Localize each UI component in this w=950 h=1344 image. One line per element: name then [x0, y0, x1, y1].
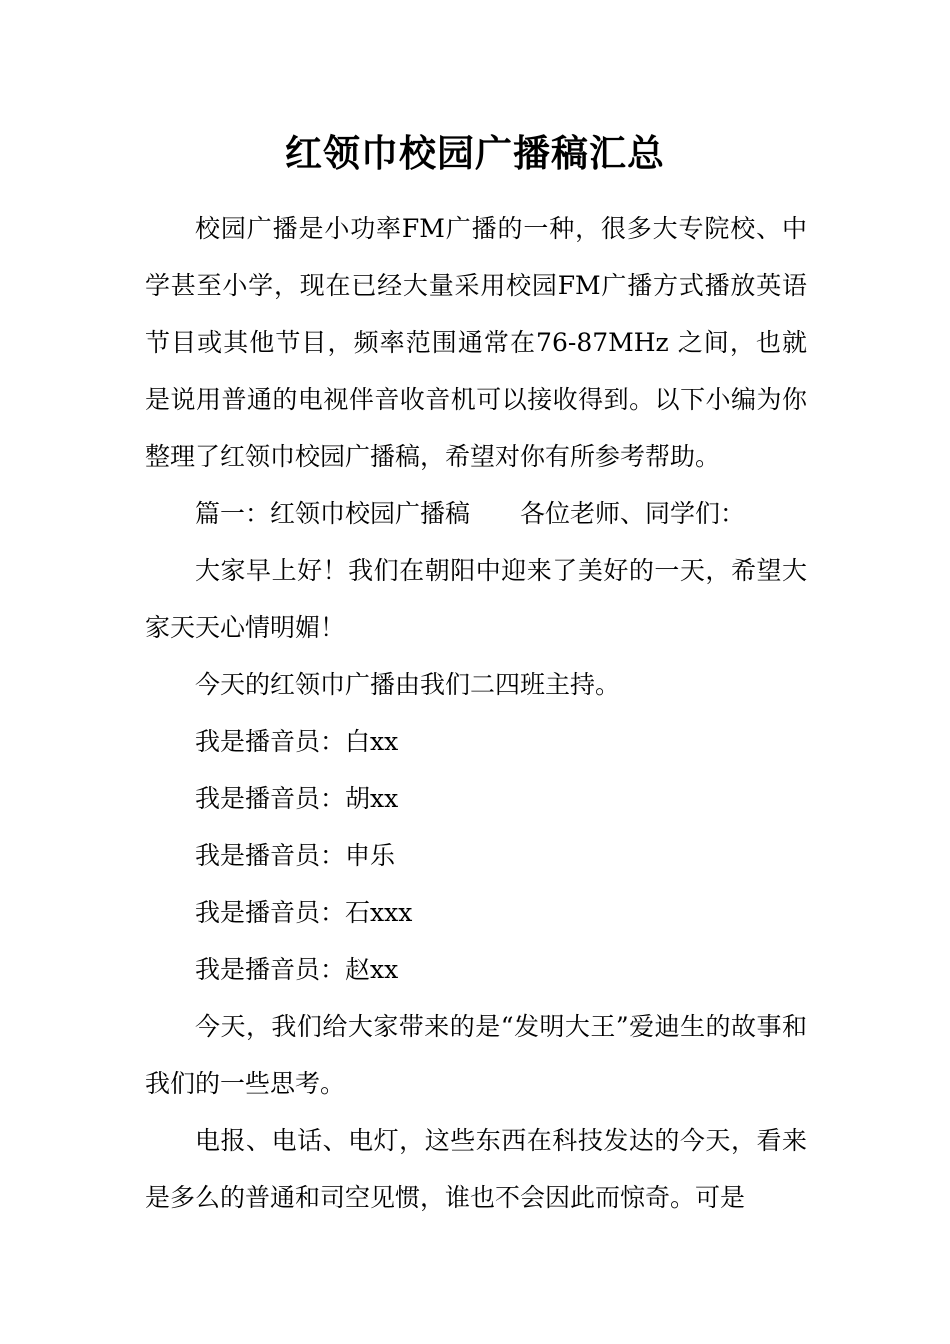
story-paragraph: 电报、电话、电灯，这些东西在科技发达的今天，看来是多么的普通和司空见惯，谁也不会因此而惊奇。可是	[145, 1126, 807, 1212]
announcer-line: 我是播音员：赵xx	[195, 955, 399, 984]
greeting-paragraph: 大家早上好！我们在朝阳中迎来了美好的一天，希望大家天天心情明媚！	[145, 556, 807, 642]
document-title: 红领巾校园广播稿汇总	[285, 131, 665, 175]
host-class-paragraph: 今天的红领巾广播由我们二四班主持。	[195, 670, 621, 699]
announcer-line: 我是播音员：申乐	[195, 841, 396, 870]
intro-paragraph: 校园广播是小功率FM广播的一种，很多大专院校、中学甚至小学，现在已经大量采用校园FM广播方式播放英语节目或其他节目，频率范围通常在76-87MHz 之间，也就是说用普通的电视伴音收音机可以接收得到。以下小编为你整理了红领巾校园广播稿，希望对你有所参考帮助。	[145, 214, 807, 471]
announcer-line: 我是播音员：白xx	[195, 727, 399, 756]
announcer-line: 我是播音员：胡xx	[195, 784, 399, 813]
topic-paragraph: 今天，我们给大家带来的是“发明大王”爱迪生的故事和我们的一些思考。	[145, 1012, 807, 1098]
document-body	[145, 200, 807, 1226]
section-heading-paragraph: 篇一：红领巾校园广播稿 各位老师、同学们：	[195, 499, 746, 528]
announcer-line: 我是播音员：石xxx	[195, 898, 413, 927]
